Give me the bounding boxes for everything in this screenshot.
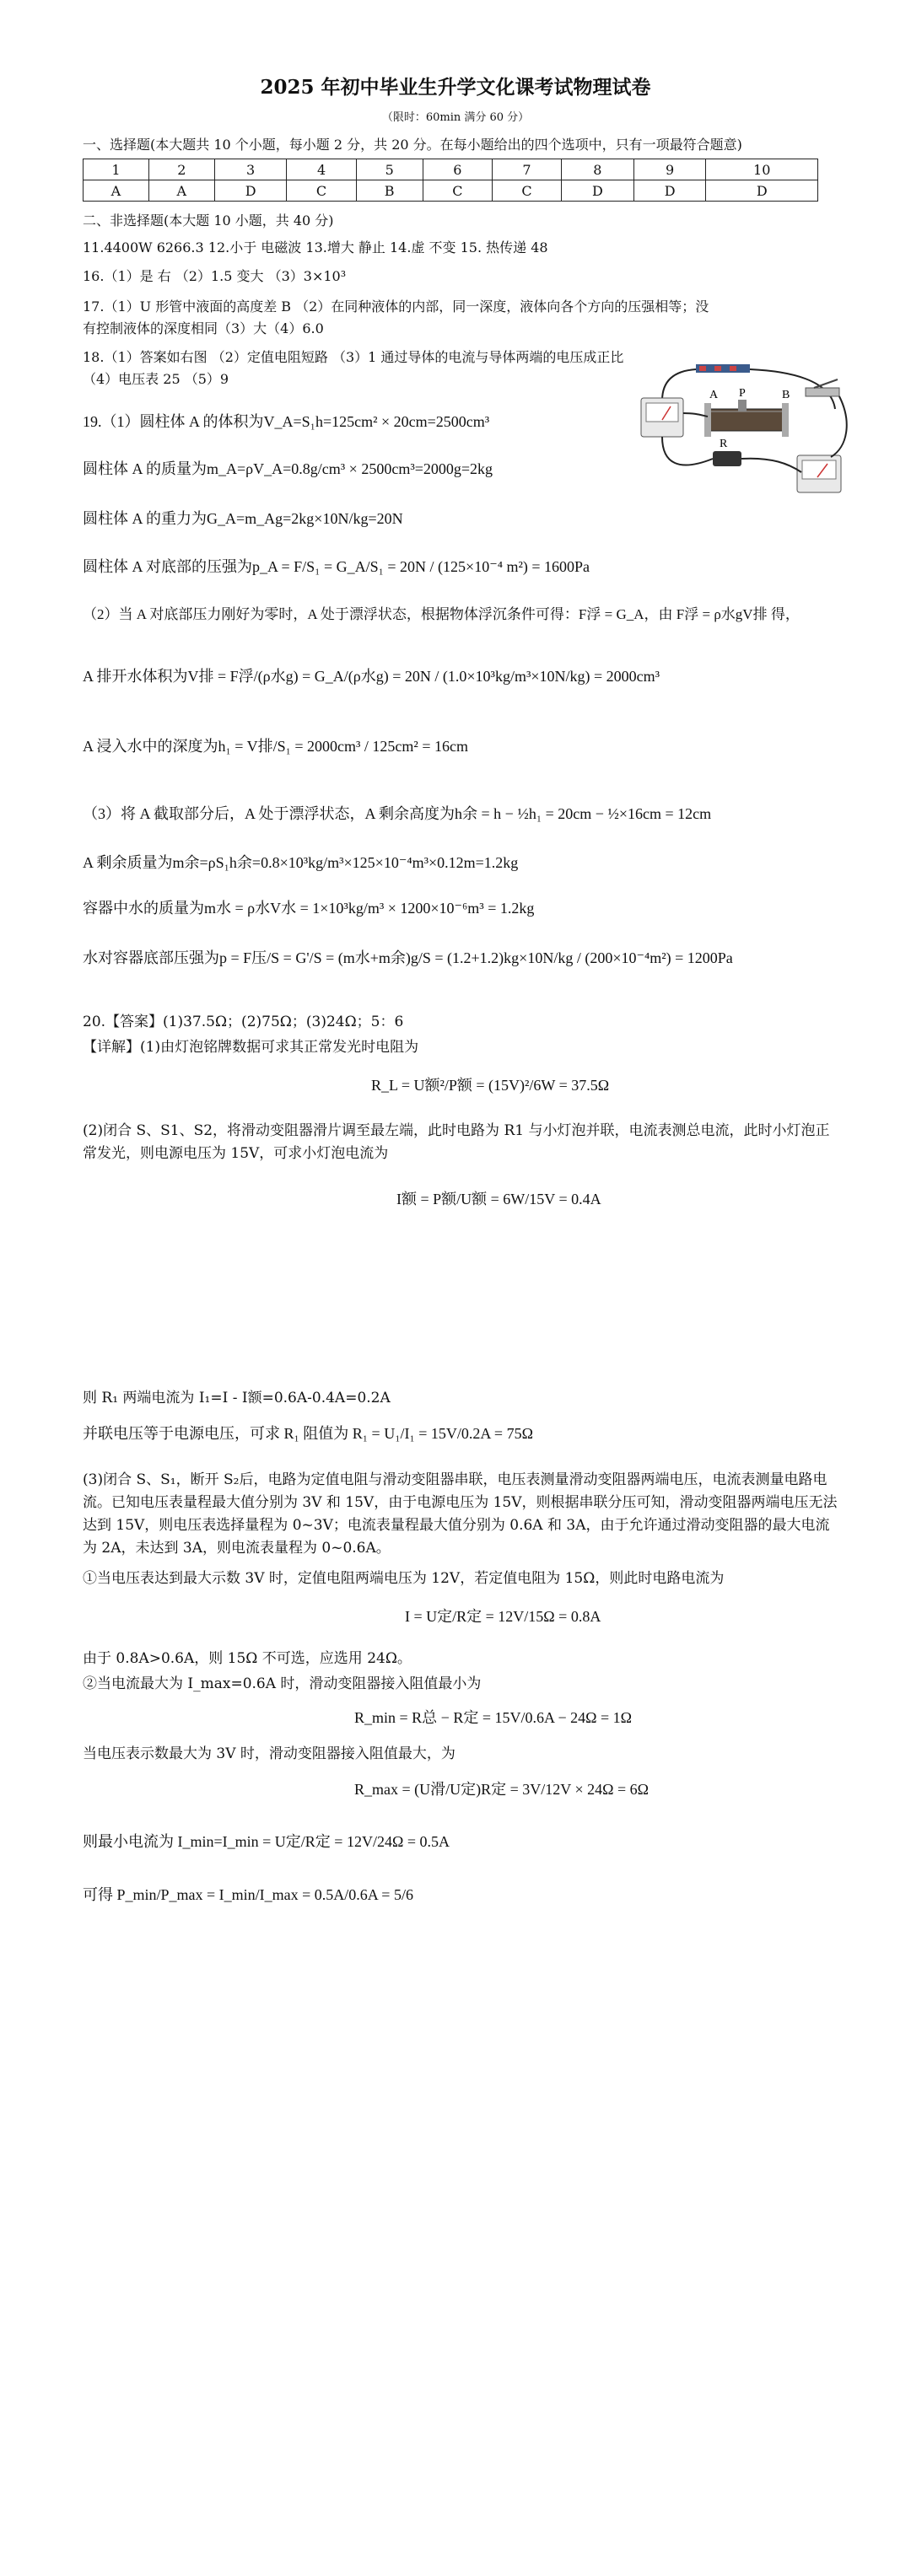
- table-cell: A: [84, 180, 149, 202]
- q20-line-r1-current: 则 R₁ 两端电流为 I₁=I - I额=0.6A-0.4A=0.2A: [83, 1390, 391, 1406]
- q20-eq2: I额 = P额/U额 = 6W/15V = 0.4A: [396, 1191, 601, 1207]
- answers-17-line2: 有控制液体的深度相同（3）大（4）6.0: [83, 320, 324, 336]
- q19-line8: （3）将 A 截取部分后，A 处于漂浮状态，A 剩余高度为h余 = h − ½h₁ = 20cm − ½×16cm = 12cm: [83, 805, 712, 822]
- table-cell: 7: [492, 159, 561, 180]
- resistor-icon: [713, 451, 741, 466]
- q20-eq5: R_max = (U滑/U定)R定 = 3V/12V × 24Ω = 6Ω: [354, 1781, 650, 1798]
- q20-eq4: R_min = R总 − R定 = 15V/0.6A − 24Ω = 1Ω: [354, 1709, 633, 1726]
- q20-case3-text: 当电压表示数最大为 3V 时，滑动变阻器接入阻值最大，为: [83, 1745, 456, 1762]
- rheostat-icon: [709, 409, 784, 431]
- q19-line11: 水对容器底部压强为p = F压/S = G'/S = (m水+m余)g/S = (1.2+1.2)kg×10N/kg / (200×10⁻⁴m²) = 1200Pa: [83, 949, 733, 966]
- q19-line3: 圆柱体 A 的重力为G_A=m_Ag=2kg×10N/kg=20N: [83, 510, 403, 527]
- table-cell: 5: [356, 159, 423, 180]
- q20-eq3: I = U定/R定 = 12V/15Ω = 0.8A: [405, 1608, 601, 1625]
- table-cell: B: [356, 180, 423, 202]
- q20-case2-text: ②当电流最大为 I_max=0.6A 时，滑动变阻器接入阻值最小为: [83, 1675, 482, 1692]
- page-title: 2025 年初中毕业生升学文化课考试物理试卷: [260, 76, 651, 99]
- label-r: R: [720, 438, 728, 450]
- q19-line1: 19.（1）圆柱体 A 的体积为V_A=S₁h=125cm² × 20cm=2500cm³: [83, 413, 490, 430]
- label-p: P: [739, 387, 746, 400]
- answers-18-line2: （4）电压表 25 （5）9: [83, 371, 229, 387]
- part2-heading: 二、非选择题(本大题 10 小题，共 40 分): [83, 212, 334, 229]
- q20-choose-text: 由于 0.8A>0.6A，则 15Ω 不可选，应选用 24Ω。: [83, 1650, 412, 1667]
- table-cell: 2: [148, 159, 214, 180]
- circuit-diagram: [637, 363, 856, 514]
- q20-case1-text: ①当电压表达到最大示数 3V 时，定值电阻两端电压为 12V，若定值电阻为 15Ω，则此时电路电流为: [83, 1570, 725, 1587]
- table-cell: C: [492, 180, 561, 202]
- q20-min-current: 则最小电流为 I_min=I_min = U定/R定 = 12V/24Ω = 0.5A: [83, 1833, 450, 1850]
- answers-18-line1: 18.（1）答案如右图 （2）定值电阻短路 （3）1 通过导体的电流与导体两端的电压成正比: [83, 349, 624, 365]
- page-subtitle: （限时：60min 满分 60 分）: [381, 111, 530, 124]
- table-cell: D: [633, 180, 706, 202]
- table-header-row: [84, 159, 818, 180]
- part1-heading: 一、选择题(本大题共 10 个小题，每小题 2 分，共 20 分。在每小题给出的四个选项中，只有一项最符合题意): [83, 137, 742, 153]
- table-cell: C: [423, 180, 492, 202]
- q19-line7: A 浸入水中的深度为h₁ = V排/S₁ = 2000cm³ / 125cm² = 16cm: [83, 738, 468, 755]
- table-cell: 4: [287, 159, 356, 180]
- table-cell: D: [706, 180, 818, 202]
- q19-line6: A 排开水体积为V排 = F浮/(ρ水g) = G_A/(ρ水g) = 20N / (1.0×10³kg/m³×10N/kg) = 2000cm³: [83, 668, 660, 685]
- q20-part3-text: (3)闭合 S、S₁，断开 S₂后，电路为定值电阻与滑动变阻器串联，电压表测量滑动变阻器两端电压，电流表测量电路电流。已知电压表量程最大值分别为 3V 和 15V，由于电源电压为 15V，则根据串联分压可知，滑动变阻器两端电压无法达到 15V，则电压表选择量程为 0~3V；电流表量程最大值分别为 0.6A 和 3A，由于允许通过滑动变阻器的最大电流为 2A，未达到 3A，则电流表量程为 0~0.6A。: [83, 1471, 838, 1557]
- answers-17-line1: 17.（1）U 形管中液面的高度差 B （2）在同种液体的内部，同一深度，液体向各个方向的压强相等；没: [83, 298, 709, 315]
- q19-line5: （2）当 A 对底部压力刚好为零时，A 处于漂浮状态，根据物体浮沉条件可得：F浮 = G_A，由 F浮 = ρ水gV排 得，: [83, 606, 800, 622]
- label-b: B: [782, 389, 790, 401]
- q19-line9: A 剩余质量为m余=ρS₁h余=0.8×10³kg/m³×125×10⁻⁴m³×0.12m=1.2kg: [83, 854, 519, 871]
- q20-answer: 20.【答案】(1)37.5Ω；(2)75Ω；(3)24Ω；5：6: [83, 1014, 404, 1030]
- q19-line4: 圆柱体 A 对底部的压强为p_A = F/S₁ = G_A/S₁ = 20N / (125×10⁻⁴ m²) = 1600Pa: [83, 558, 590, 575]
- table-cell: A: [148, 180, 214, 202]
- table-cell: 8: [562, 159, 634, 180]
- answers-11-15: 11.4400W 6266.3 12.小于 电磁波 13.增大 静止 14.虚 不变 15. 热传递 48: [83, 239, 548, 255]
- table-row: [84, 180, 818, 202]
- q20-power-ratio: 可得 P_min/P_max = I_min/I_max = 0.5A/0.6A = 5/6: [83, 1886, 413, 1903]
- choice-answer-table: [83, 159, 818, 202]
- table-cell: D: [214, 180, 287, 202]
- switch-icon: [806, 388, 839, 396]
- table-cell: 10: [706, 159, 818, 180]
- q20-part2-text: (2)闭合 S、S1、S2，将滑动变阻器滑片调至最左端，此时电路为 R1 与小灯泡并联，电流表测总电流，此时小灯泡正常发光，则电源电压为 15V，可求小灯泡电流为: [83, 1122, 830, 1162]
- table-cell: 1: [84, 159, 149, 180]
- q20-eq1: R_L = U额²/P额 = (15V)²/6W = 37.5Ω: [371, 1077, 610, 1094]
- label-a: A: [709, 389, 719, 401]
- table-cell: C: [287, 180, 356, 202]
- table-cell: 3: [214, 159, 287, 180]
- table-cell: 9: [633, 159, 706, 180]
- answers-16: 16.（1）是 右 （2）1.5 变大 （3）3×10³: [83, 268, 347, 284]
- q19-line2: 圆柱体 A 的质量为m_A=ρV_A=0.8g/cm³ × 2500cm³=2000g=2kg: [83, 460, 493, 477]
- table-cell: D: [562, 180, 634, 202]
- q19-line10: 容器中水的质量为m水 = ρ水V水 = 1×10³kg/m³ × 1200×10⁻⁶m³ = 1.2kg: [83, 900, 535, 917]
- q20-detail-intro: 【详解】(1)由灯泡铭牌数据可求其正常发光时电阻为: [83, 1039, 419, 1056]
- q20-line-r1-resistance: 并联电压等于电源电压，可求 R₁ 阻值为 R₁ = U₁/I₁ = 15V/0.2A = 75Ω: [83, 1425, 533, 1442]
- table-cell: 6: [423, 159, 492, 180]
